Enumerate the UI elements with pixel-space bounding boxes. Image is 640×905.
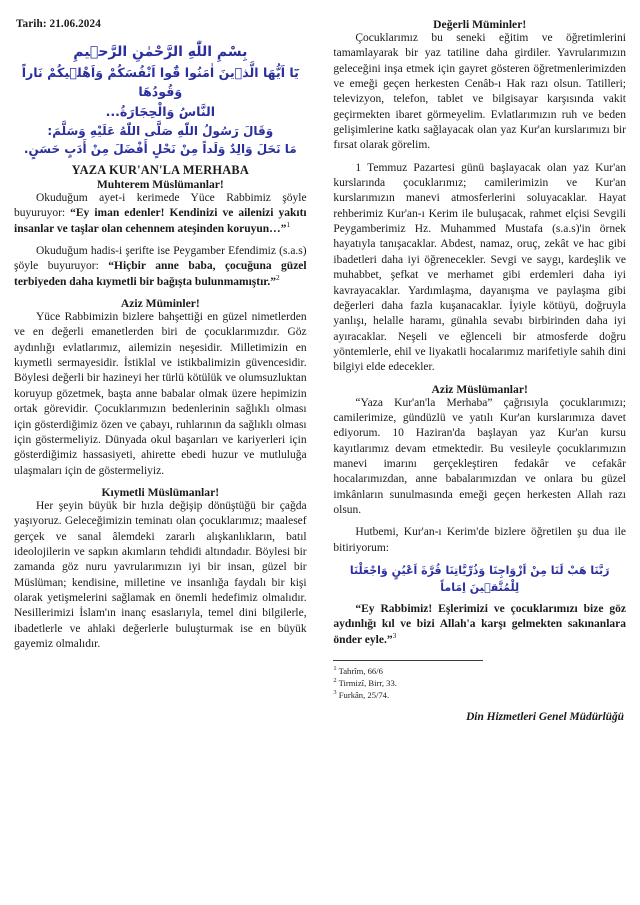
footnote-separator-rule xyxy=(333,660,483,661)
footnote-ref-1: 1 xyxy=(286,219,291,229)
section-heading-aziz-muminler: Aziz Müminler! xyxy=(120,297,200,311)
scripture-block xyxy=(14,44,307,158)
footnote-item xyxy=(333,689,626,701)
footnote-ref-3: 3 xyxy=(392,630,397,640)
section-heading-degerli-muminler: Değerli Müminler! xyxy=(433,18,527,31)
section-heading-aziz-muslumanlar: Aziz Müslümanlar! xyxy=(431,382,528,396)
hadith-quote-turkish: “Hiçbir anne baba, çocuğuna güzel terbiyeden daha kıymetli bir bağışta bulunmamıştır.” xyxy=(14,260,307,288)
two-column-layout xyxy=(14,18,626,899)
paragraph-yaz-tatili: Çocuklarımız bu seneki eğitim ve öğretimlerini tamamlayarak bir yaz tatiline daha girdiler. Yavrularımızın geleceğini inşa etmek için gayret gösteren öğretmenlerimizden ve emeği geçen herkesten Cenâb-ı Hak razı olsun. Tatilleri; televizyon, telefon, tablet ve bilgisayar karşısında vakit geçirmekten ibaret görmeyelim. Evlatlarımızın ruh ve beden gelişimlerine katkı sağlayacak olan yaz Kur'an kurslarımızı bir fırsat olarak görelim. xyxy=(333,32,626,152)
footnote-text: Tirmizî, Birr, 33. xyxy=(338,678,397,689)
footnote-item xyxy=(333,665,626,677)
footnote-list xyxy=(333,665,626,702)
footnote-number: 1 xyxy=(333,665,337,673)
quran-verse-line-1: يَٓا اَيُّهَا الَّذ۪ينَ اٰمَنُوا قُٓوا اَنْفُسَكُمْ وَاَهْل۪يكُمْ نَاراً وَقُودُهَا xyxy=(21,64,299,100)
basmala-calligraphy: بِسْمِ اللّٰهِ الرَّحْمٰنِ الرَّح۪يمِ xyxy=(73,44,248,60)
footnote-text: Tahrîm, 66/6 xyxy=(338,666,383,677)
footnote-ref-2: 2 xyxy=(275,272,280,282)
paragraph-ayet-aciklama xyxy=(14,191,307,237)
quran-quote-turkish: “Ey iman edenler! Kendinizi ve ailenizi yakıtı insanlar ve taşlar olan cehennem ateşinden koruyun…” xyxy=(14,207,307,235)
issuing-authority-signature: Din Hizmetleri Genel Müdürlüğü xyxy=(466,710,624,723)
date-label: Tarih: 21.06.2024 xyxy=(16,18,101,30)
paragraph-davet: “Yaza Kur'an'la Merhaba” çağrısıyla çocuklarımızı; camilerimize, gündüzlü ve yatılı Kur'an kurslarımıza davet ediyorum. 10 Haziran'da başlayan yaz Kur'an kursu kayıtlarımız devam etmektedir. Bu vesileyle çocuklarımızın manevi imarını gerçekleştiren fedakâr ve cefakâr hocalarımızdan, anne babalarımızdan ve onlara bu güzel imkânların sunulmasında emeği geçen herkesten Allah razı olsun. xyxy=(333,396,626,516)
right-column xyxy=(333,18,626,899)
column-gutter xyxy=(307,18,337,899)
footnote-number: 2 xyxy=(333,677,337,685)
footnote-item xyxy=(333,677,626,689)
hadith-introduction-arabic: وَقَالَ رَسُولُ اللّٰهِ صَلَّى اللّٰهُ عَلَيْهِ وَسَلَّمَ: xyxy=(47,124,274,139)
section-heading-muhterem-muslumanlar: Muhterem Müslümanlar! xyxy=(96,178,224,192)
hadith-text-arabic: مَا نَحَلَ وَالِدٌ وَلَداً مِنْ نَحْلٍ أَفْضَلَ مِنْ أَدَبٍ حَسَنٍ. xyxy=(23,142,297,157)
paragraph-degisen-cag: Her şeyin büyük bir hızla değişip dönüştüğü bir çağda yaşıyoruz. Geleceğimizin teminatı olan çocuklarımız; maalesef gerçek ve sanal âlemdeki zararlı alışkanlıkların, batıl ideolojilerin ve sapkın akımların tehdidi altındadır. Böylesi bir zamanda göz nuru yavrularımızın iyi bir insan, güzel bir Müslüman; kendisine, milletine ve insanlığa faydalı bir kişi olarak yetişmelerini sağlamak en önemli hedefimiz olmalıdır. Nesillerimizi İslam'ın inanç esaslarıyla, temel dini bilgilerle, ibadetlerle ve ahlaki değerlerle buluşturmak ise en büyük gayemiz olmalıdır. xyxy=(14,499,307,650)
left-column xyxy=(14,18,307,899)
paragraph-hutbe-kapanis: Hutbemi, Kur'an-ı Kerim'de bizlere öğretilen şu dua ile bitiriyorum: xyxy=(333,526,626,554)
quran-verse-line-2: النَّاسُ وَالْحِجَارَةُ... xyxy=(105,103,216,119)
paragraph-cocuklar-emanet: Yüce Rabbimizin bizlere bahşettiği en güzel nimetlerden ve en değerli emanetlerden biri de çocuklarımızdır. Göz aydınlığı evlatlarımız, ailemizin neşesidir. Milletimizin en kıymetli sermayesidir. İstiklal ve istikbalimizin güvencesidir. Böylesi değerli bir hazineyi her türlü kötülük ve olumsuzluktan koruyup gözetmek, başta anne babalar olmak üzere hepimizin ortak görevidir. Çocuklarımızın bedenlerinin sağlıklı olması için gösterdiğimiz özen ve çabayı, ruhlarının da sağlıklı olması için göstermeliyiz. Dünyada okul başarıları ve kariyerleri için gösterdiğimiz hassasiyeti, ahirette ebedi huzur ve mutluluğa ulaşmaları için de göstermeliyiz. xyxy=(14,311,307,477)
paragraph-kurs-baslangic: 1 Temmuz Pazartesi günü başlayacak olan yaz Kur'an kurslarında çocuklarımız; camilerimizin ve Kur'an kurslarımızın manevi atmosferlerini soluyacaklar. Hayat rehberimiz Kur'an-ı Kerim ile buluşacak, rahmet elçisi Sevgili Peygamberimiz Hz. Muhammed Mustafa (s.a.s)'in örnek hayatıyla tanışacaklar. Abdest, namaz, oruç, zekât ve hac gibi ibadetleri daha iyi öğrenecekler. Sevgi ve saygı, kardeşlik ve muhabbet, şefkat ve merhamet gibi erdemleri daha iyi kavrayacaklar. Yardımlaşma, dayanışma ve paylaşma gibi değerleri daha fazla kuşanacaklar. İyiyle kötüyü, doğruyla yanlışı, helalle haramı, günahla sevabı birbirinden daha iyi ayıracaklar. Neşeli ve eğlenceli bir atmosferde doğru yöntemlerle, ehil ve liyakatli hocalarımız marifetiyle sahih dini bilgiyi elde edecekler. xyxy=(333,161,626,374)
dua-arabic-text: رَبَّنَا هَبْ لَنَا مِنْ اَزْوَاجِنَا وَذُرِّيَّاتِنَا قُرَّةَ اَعْيُنٍ وَاجْعَلْنَا لِلْمُتَّق۪ينَ اِمَاماً xyxy=(349,564,610,594)
dua-quote-turkish: “Ey Rabbimiz! Eşlerimizi ve çocuklarımızı bize göz aydınlığı kıl ve bizi Allah'a karşı gelmekten sakınanlara önder eyle.” xyxy=(333,603,626,646)
footnote-number: 3 xyxy=(333,689,337,697)
footnote-text: Furkân, 25/74. xyxy=(338,690,390,701)
paragraph-lead-in: Okuduğum ayet-i kerimede Yüce Rabbimiz şöyle buyuruyor: xyxy=(14,192,307,220)
paragraph-hadis-aciklama xyxy=(14,244,307,290)
section-heading-kiymetli-muslumanlar: Kıymetli Müslümanlar! xyxy=(101,485,220,499)
paragraph-dua-turkce xyxy=(333,602,626,648)
page-title: YAZA KUR'AN'LA MERHABA xyxy=(71,163,250,178)
paragraph-lead-in: Okuduğum hadis-i şerifte ise Peygamber Efendimiz (s.a.s) şöyle buyuruyor: xyxy=(14,245,307,273)
